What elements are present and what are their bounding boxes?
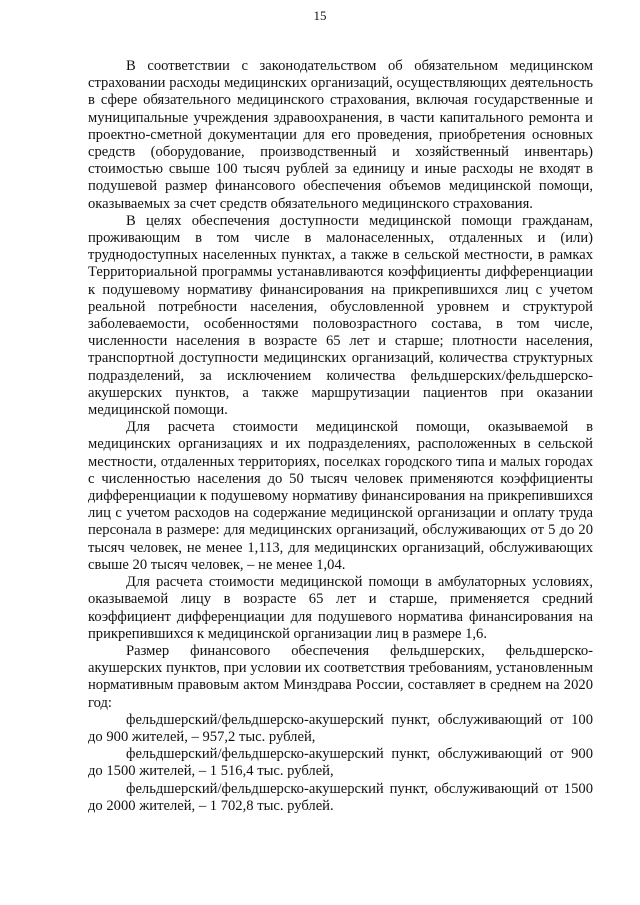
paragraph: В соответствии с законодательством об обязательном медицинском страховании расходы медицинских организаций, осуществляющих деятельность в сфере обязательного медицинского страхования, включая государственные и муниципальные учреждения здравоохранения, в части капитального ремонта и проектно-сметной документации для его проведения, приобретения основных средств (оборудование, производственный и хозяйственный инвентарь) стоимостью свыше 100 тысяч рублей за единицу и иные расходы не входят в подушевой размер финансового обеспечения объемов медицинской помощи, оказываемых за счет средств обязательного медицинского страхования.: [88, 58, 593, 212]
page-number: 15: [313, 8, 327, 23]
list-item: фельдшерский/фельдшерско-акушерский пункт, обслуживающий от 1500 до 2000 жителей, – 1 702,8 тыс. рублей.: [88, 780, 593, 814]
paragraph: В целях обеспечения доступности медицинской помощи гражданам, проживающим в том числе в малонаселенных, отдаленных и (или) труднодоступных населенных пунктах, а также в сельской местности, в рамках Территориальной программы устанавливаются коэффициенты дифференциации к подушевому нормативу финансирования на прикрепившихся лиц с учетом реальной потребности населения, обусловленной уровнем и структурой заболеваемости, особенностями половозрастного состава, в том числе, численности населения в возрасте 65 лет и старше; плотности населения, транспортной доступности медицинских организаций, количества структурных подразделений, за исключением количества фельдшерских/фельдшерско-акушерских пунктов, а также маршрутизации пациентов при оказании медицинской помощи.: [88, 212, 593, 419]
paragraph: Размер финансового обеспечения фельдшерских, фельдшерско-акушерских пунктов, при условии их соответствия требованиям, установленным нормативным правовым актом Минздрава России, составляет в среднем на 2020 год:: [88, 642, 593, 711]
document-body: [88, 58, 593, 815]
list-item: фельдшерский/фельдшерско-акушерский пункт, обслуживающий от 900 до 1500 жителей, – 1 516,4 тыс. рублей,: [88, 746, 593, 780]
list-item: фельдшерский/фельдшерско-акушерский пункт, обслуживающий от 100 до 900 жителей, – 957,2 тыс. рублей,: [88, 711, 593, 745]
paragraph: Для расчета стоимости медицинской помощи, оказываемой в медицинских организациях и их подразделениях, расположенных в сельской местности, отдаленных территориях, поселках городского типа и малых городах с численностью населения до 50 тысяч человек применяются коэффициенты дифференциации к подушевому нормативу финансирования на прикрепившихся лиц с учетом расходов на содержание медицинской организации и оплату труда персонала в размере: для медицинских организаций, обслуживающих от 5 до 20 тысяч человек, не менее 1,113, для медицинских организаций, обслуживающих свыше 20 тысяч человек, – не менее 1,04.: [88, 419, 593, 573]
paragraph: Для расчета стоимости медицинской помощи в амбулаторных условиях, оказываемой лицу в возрасте 65 лет и старше, применяется средний коэффициент дифференциации для подушевого норматива финансирования на прикрепившихся к медицинской организации лиц в размере 1,6.: [88, 574, 593, 642]
